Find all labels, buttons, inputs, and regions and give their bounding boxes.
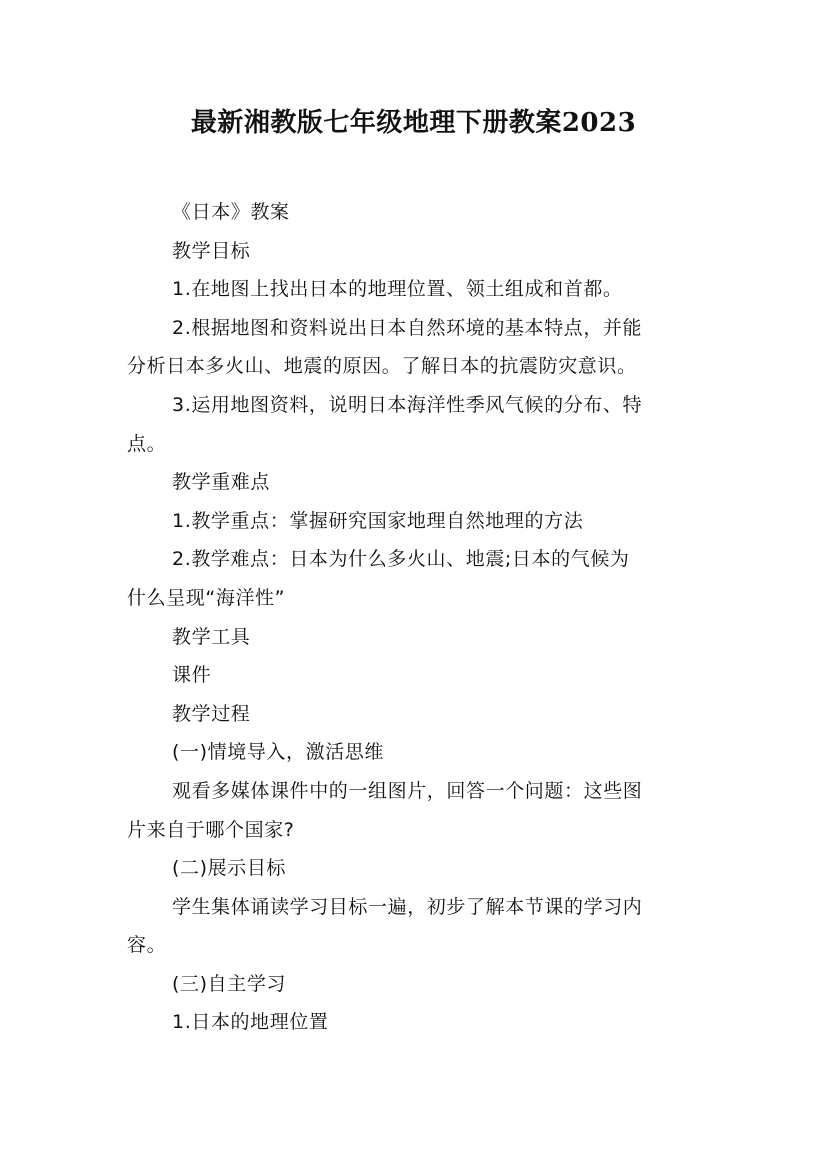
body-line: 1.教学重点：掌握研究国家地理自然地理的方法 <box>172 509 584 532</box>
body-line: 2.教学难点：日本为什么多火山、地震;日本的气候为 <box>172 548 630 571</box>
body-line: 课件 <box>172 664 212 687</box>
body-line: (一)情境导入，激活思维 <box>172 741 385 764</box>
body-line: 教学目标 <box>172 239 251 262</box>
body-line: 什么呈现“海洋性” <box>127 586 286 609</box>
body-line: 点。 <box>127 432 167 455</box>
body-line: 1.在地图上找出日本的地理位置、领土组成和首都。 <box>172 278 623 301</box>
body-line: 分析日本多火山、地震的原因。了解日本的抗震防灾意识。 <box>127 355 637 378</box>
body-line: 3.运用地图资料，说明日本海洋性季风气候的分布、特 <box>172 393 643 416</box>
document-body <box>127 193 717 1042</box>
document-title: 最新湘教版七年级地理下册教案2023 <box>190 108 637 138</box>
body-line: 教学过程 <box>172 702 251 725</box>
body-line: 观看多媒体课件中的一组图片，回答一个问题：这些图 <box>172 779 643 802</box>
body-line: 学生集体诵读学习目标一遍，初步了解本节课的学习内 <box>172 895 643 918</box>
body-line: 片来自于哪个国家? <box>127 818 295 841</box>
body-line: 教学工具 <box>172 625 251 648</box>
body-line: 1.日本的地理位置 <box>172 1011 329 1034</box>
body-line: 容。 <box>127 934 167 957</box>
body-line: 教学重难点 <box>172 471 271 494</box>
body-line: 2.根据地图和资料说出日本自然环境的基本特点，并能 <box>172 316 643 339</box>
body-line: (二)展示目标 <box>172 857 287 880</box>
body-line: 《日本》教案 <box>172 201 290 223</box>
body-line: (三)自主学习 <box>172 972 287 995</box>
